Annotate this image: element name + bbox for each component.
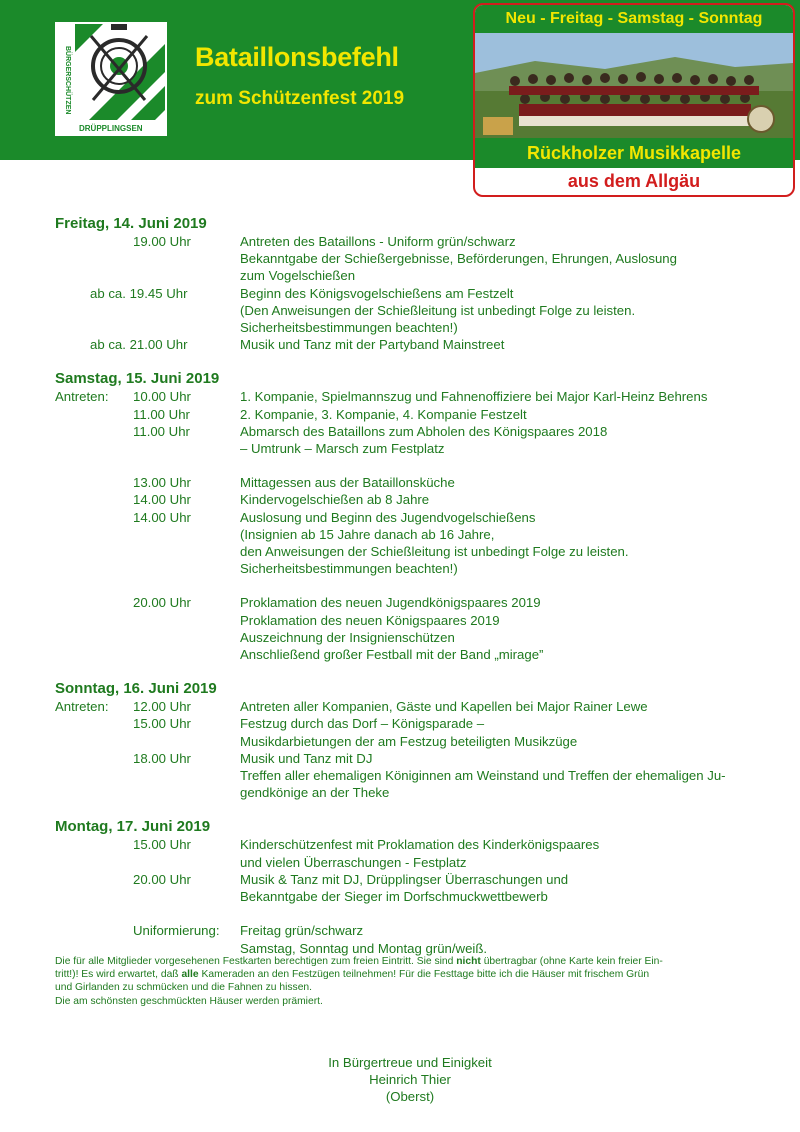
logo-text-left: BÜRGERSCHÜTZEN xyxy=(64,46,71,115)
signature-block xyxy=(250,1054,570,1105)
row-description: Musik und Tanz mit DJ xyxy=(240,750,373,766)
row-label xyxy=(55,733,133,750)
row-time: 19.00 Uhr xyxy=(133,234,191,249)
day-section xyxy=(55,369,775,663)
row-description: Auslosung und Beginn des Jugendvogelschießens xyxy=(240,509,536,525)
notice-line-1: Die für alle Mitglieder vorgesehenen Festkarten berechtigen zum freien Eintritt. Sie sind nicht übertragbar (ohne Karte kein freier Ein- xyxy=(55,956,663,967)
day-section xyxy=(55,679,775,801)
schedule-row xyxy=(55,733,775,750)
row-label: Antreten: xyxy=(55,389,109,405)
schedule-row xyxy=(55,629,775,646)
schedule-row xyxy=(55,560,775,577)
uniform-value: Freitag grün/schwarz xyxy=(240,923,364,939)
row-description: Anschließend großer Festball mit der Band „mirage” xyxy=(240,647,544,663)
row-description: Auszeichnung der Insignienschützen xyxy=(240,629,455,645)
promo-band-name: Rückholzer Musikkapelle xyxy=(475,138,793,168)
row-time xyxy=(133,612,240,629)
row-description xyxy=(240,457,775,474)
schedule-row xyxy=(55,854,775,871)
schedule xyxy=(55,214,775,973)
row-time xyxy=(133,854,240,871)
row-description: Beginn des Königsvogelschießens am Festzelt xyxy=(240,285,514,301)
row-time xyxy=(133,302,240,319)
row-description: Kindervogelschießen ab 8 Jahre xyxy=(240,492,430,508)
row-label: ab ca. 19.45 Uhr xyxy=(90,285,188,301)
schedule-row xyxy=(55,646,775,663)
row-label xyxy=(55,646,133,663)
uniform-value: Samstag, Sonntag und Montag grün/weiß. xyxy=(240,940,488,956)
row-label xyxy=(55,423,133,440)
row-description: Antreten des Bataillons - Uniform grün/schwarz xyxy=(240,234,516,249)
row-label xyxy=(55,871,133,888)
schedule-row xyxy=(55,440,775,457)
row-description: 2. Kompanie, 3. Kompanie, 4. Kompanie Festzelt xyxy=(240,406,527,422)
row-time: 14.00 Uhr xyxy=(133,509,191,525)
schedule-row xyxy=(55,871,775,888)
page-subtitle: zum Schützenfest 2019 xyxy=(195,88,405,109)
row-label xyxy=(55,491,133,508)
row-time: 18.00 Uhr xyxy=(133,750,191,766)
promo-days: Neu - Freitag - Samstag - Sonntag xyxy=(475,5,793,33)
row-time xyxy=(133,577,240,594)
day-title: Freitag, 14. Juni 2019 xyxy=(55,215,207,232)
schedule-row xyxy=(55,336,775,353)
signature-rank: (Oberst) xyxy=(385,1089,435,1104)
page-title: Bataillonsbefehl xyxy=(195,42,399,72)
row-description: Bekanntgabe der Sieger im Dorfschmuckwettbewerb xyxy=(240,889,548,905)
row-time xyxy=(133,905,240,922)
band-photo xyxy=(475,33,793,138)
row-label xyxy=(55,715,133,732)
row-description: Treffen aller ehemaligen Königinnen am Weinstand und Treffen der ehemaligen Ju- xyxy=(240,768,726,784)
schedule-row xyxy=(55,250,775,267)
row-description: Sicherheitsbestimmungen beachten!) xyxy=(240,561,458,577)
row-description xyxy=(240,577,775,594)
schedule-row xyxy=(55,836,775,853)
row-time: 20.00 Uhr xyxy=(133,595,191,611)
row-label xyxy=(55,784,133,801)
schedule-row xyxy=(55,594,775,611)
row-time: 15.00 Uhr xyxy=(133,837,191,853)
day-title: Sonntag, 16. Juni 2019 xyxy=(55,680,217,698)
row-time: 12.00 Uhr xyxy=(133,699,191,715)
uniform-row xyxy=(55,922,775,939)
schedule-row xyxy=(55,543,775,560)
row-time xyxy=(133,733,240,750)
schedule-row xyxy=(55,457,775,474)
row-description: Proklamation des neuen Königspaares 2019 xyxy=(240,612,500,628)
notice-line-3: und Girlanden zu schmücken und die Fahnen zu hissen. xyxy=(55,982,313,994)
row-description: Mittagessen aus der Bataillonsküche xyxy=(240,475,455,491)
row-label xyxy=(55,457,133,474)
row-time xyxy=(133,267,240,284)
row-time xyxy=(133,543,240,560)
uniform-label: Uniformierung: xyxy=(133,923,220,939)
schedule-row xyxy=(55,612,775,629)
row-label xyxy=(55,594,133,611)
row-description: Festzug durch das Dorf – Königsparade – xyxy=(240,716,485,732)
row-description: Musik & Tanz mit DJ, Drüpplingser Überraschungen und xyxy=(240,871,569,887)
schedule-row xyxy=(55,388,775,405)
schedule-row xyxy=(55,285,775,302)
row-label: ab ca. 21.00 Uhr xyxy=(90,337,188,353)
row-time xyxy=(133,629,240,646)
row-time xyxy=(133,526,240,543)
schedule-row xyxy=(55,767,775,784)
row-description: Musikdarbietungen der am Festzug beteiligten Musikzüge xyxy=(240,733,578,749)
day-title: Montag, 17. Juni 2019 xyxy=(55,818,211,836)
row-description: Abmarsch des Bataillons zum Abholen des Königspaares 2018 xyxy=(240,423,608,439)
schedule-row xyxy=(55,302,775,319)
day-title: Samstag, 15. Juni 2019 xyxy=(55,370,220,388)
row-description: Antreten aller Kompanien, Gäste und Kapellen bei Major Rainer Lewe xyxy=(240,699,648,715)
row-label xyxy=(55,750,133,767)
row-time xyxy=(133,646,240,663)
day-section xyxy=(55,214,775,353)
row-description: den Anweisungen der Schießleitung ist unbedingt Folge zu leisten. xyxy=(240,544,629,560)
row-time xyxy=(133,784,240,801)
schedule-row xyxy=(55,905,775,922)
row-description: Bekanntgabe der Schießergebnisse, Beförderungen, Ehrungen, Auslosung xyxy=(240,251,677,267)
schedule-row xyxy=(55,577,775,594)
row-time xyxy=(133,250,240,267)
row-time: 11.00 Uhr xyxy=(133,423,190,439)
row-label xyxy=(55,440,133,457)
schedule-row xyxy=(55,267,775,284)
schedule-row xyxy=(55,888,775,905)
row-label xyxy=(55,250,133,267)
row-time: 11.00 Uhr xyxy=(133,406,190,422)
day-section xyxy=(55,817,775,956)
row-time xyxy=(133,457,240,474)
row-label: Antreten: xyxy=(55,699,109,715)
row-description: und vielen Überraschungen - Festplatz xyxy=(240,854,467,870)
schedule-row xyxy=(55,406,775,423)
logo-text-bottom: DRÜPPLINGSEN xyxy=(79,124,143,133)
row-label xyxy=(55,577,133,594)
band-promo-box xyxy=(473,3,795,197)
schedule-row xyxy=(55,715,775,732)
row-time xyxy=(133,560,240,577)
row-label xyxy=(55,302,133,319)
schedule-row xyxy=(55,509,775,526)
notice-text xyxy=(55,955,775,1008)
schedule-row xyxy=(55,698,775,715)
schedule-row xyxy=(55,474,775,491)
row-label xyxy=(55,888,133,905)
row-description: (Den Anweisungen der Schießleitung ist unbedingt Folge zu leisten. xyxy=(240,302,636,318)
row-time: 14.00 Uhr xyxy=(133,492,191,508)
row-time: 20.00 Uhr xyxy=(133,871,191,887)
signature-name: Heinrich Thier xyxy=(369,1072,451,1087)
row-label xyxy=(55,406,133,423)
promo-band-origin: aus dem Allgäu xyxy=(567,171,701,191)
row-label xyxy=(55,543,133,560)
club-logo xyxy=(55,22,167,136)
row-label xyxy=(55,905,133,922)
row-label xyxy=(55,629,133,646)
row-description: (Insignien ab 15 Jahre danach ab 16 Jahre, xyxy=(240,526,495,542)
row-label xyxy=(55,526,133,543)
row-description: Kinderschützenfest mit Proklamation des Kinderkönigspaares xyxy=(240,837,600,853)
row-time: 15.00 Uhr xyxy=(133,716,191,732)
row-time xyxy=(133,888,240,905)
row-description: 1. Kompanie, Spielmannszug und Fahnenoffiziere bei Major Karl-Heinz Behrens xyxy=(240,389,708,405)
row-label xyxy=(55,233,133,250)
schedule-row xyxy=(55,233,775,250)
row-description: Musik und Tanz mit der Partyband Mainstreet xyxy=(240,337,505,353)
row-description xyxy=(240,905,775,922)
row-label xyxy=(55,854,133,871)
row-description: Sicherheitsbestimmungen beachten!) xyxy=(240,320,458,336)
schedule-row xyxy=(55,423,775,440)
row-label xyxy=(55,612,133,629)
schedule-row xyxy=(55,526,775,543)
notice-line-2: tritt!)! Es wird erwartet, daß alle Kameraden an den Festzügen teilnehmen! Für die Festtage bitte ich die Häuser mit frischem Grün xyxy=(55,969,650,981)
row-time xyxy=(133,440,240,457)
schedule-row xyxy=(55,784,775,801)
notice-line-4: Die am schönsten geschmückten Häuser werden prämiert. xyxy=(55,995,323,1007)
row-time xyxy=(133,319,240,336)
row-time: 10.00 Uhr xyxy=(133,389,191,405)
row-description: Proklamation des neuen Jugendkönigspaares 2019 xyxy=(240,595,541,611)
row-description: zum Vogelschießen xyxy=(240,268,356,284)
row-description: – Umtrunk – Marsch zum Festplatz xyxy=(240,441,445,457)
schedule-row xyxy=(55,491,775,508)
row-time xyxy=(133,767,240,784)
row-label xyxy=(55,560,133,577)
schedule-row xyxy=(55,750,775,767)
row-label xyxy=(55,474,133,491)
row-label xyxy=(55,767,133,784)
row-time: 13.00 Uhr xyxy=(133,475,191,491)
row-label xyxy=(55,509,133,526)
row-description: gendkönige an der Theke xyxy=(240,785,390,801)
signature-greeting: In Bürgertreue und Einigkeit xyxy=(328,1055,492,1070)
row-label xyxy=(55,836,133,853)
schedule-row xyxy=(55,319,775,336)
row-label xyxy=(55,267,133,284)
row-label xyxy=(55,319,133,336)
